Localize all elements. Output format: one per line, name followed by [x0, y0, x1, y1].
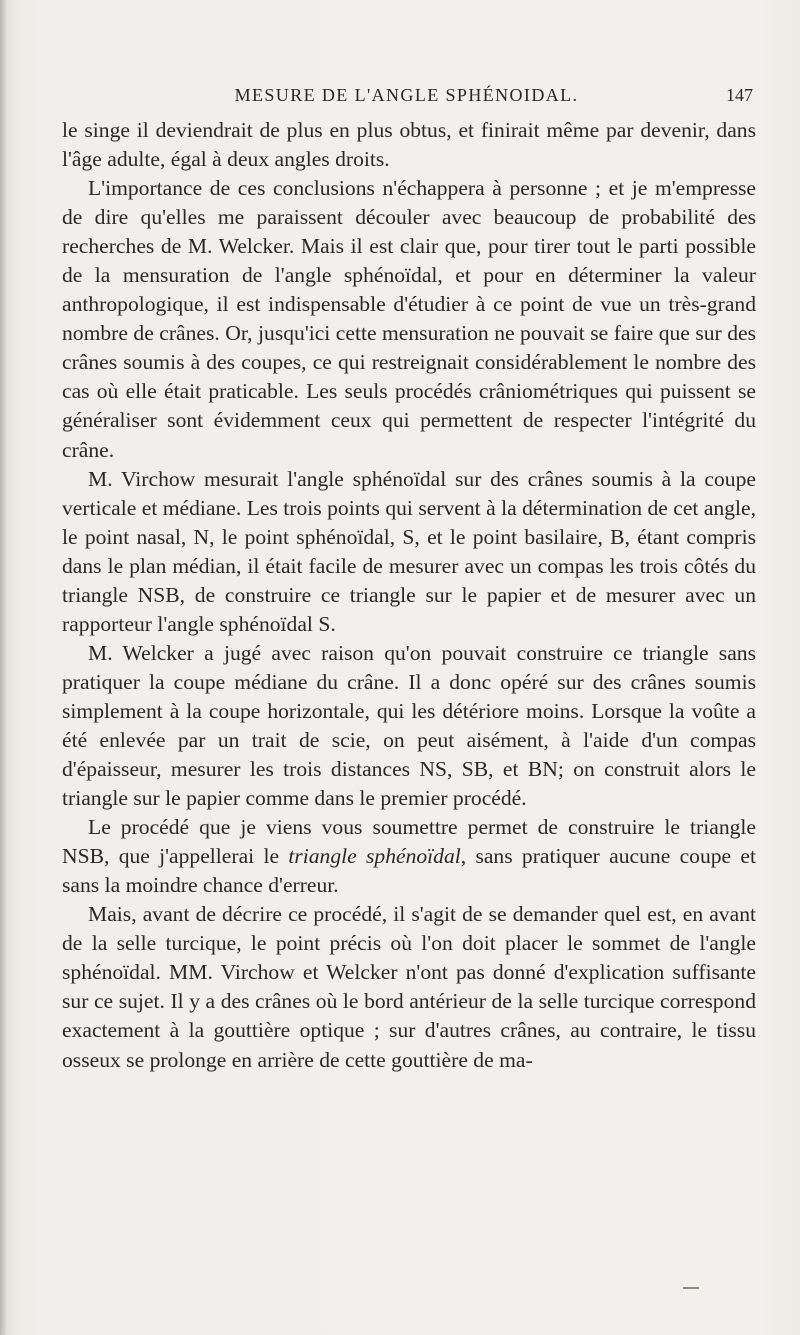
paragraph-4	[62, 639, 756, 813]
body-text	[62, 116, 756, 1075]
paragraph-5	[62, 813, 756, 900]
paragraph-text: Mais, avant de décrire ce procédé, il s'agit de se demander quel est, en avant de la selle turcique, le point précis où l'on doit placer le sommet de l'angle sphénoïdal. MM. Virchow et Welcker n'ont pas donné d'explication suffisante sur ce sujet. Il y a des crânes où le bord antérieur de la selle turcique correspond exactement à la gouttière optique ; sur d'autres crânes, au contraire, le tissu osseux se prolonge en arrière de cette gouttière de ma-	[62, 902, 756, 1072]
paragraph-text: Le procédé que je viens vous soumettre permet de construire le triangle NSB, que j'appellerai le	[62, 815, 756, 869]
running-title: MESURE DE L'ANGLE SPHÉNOIDAL.	[234, 85, 579, 105]
paragraph-1	[62, 116, 756, 174]
page-gutter-shadow	[0, 0, 6, 1335]
italic-term: triangle sphénoïdal	[288, 844, 461, 869]
paragraph-text: M. Virchow mesurait l'angle sphénoïdal sur des crânes soumis à la coupe verticale et médiane. Les trois points qui servent à la détermination de cet angle, le point nasal, N, le point sphénoïdal, S, et le point basilaire, B, étant compris dans le plan médian, il était facile de mesurer avec un compas les trois côtés du triangle NSB, de construire ce triangle sur le papier et de mesurer avec un rapporteur l'angle sphénoïdal S.	[62, 466, 756, 636]
paragraph-text: le singe il deviendrait de plus en plus obtus, et finirait même par devenir, dans l'âge adulte, égal à deux angles droits.	[62, 118, 756, 172]
stray-print-mark	[683, 1287, 699, 1289]
running-head	[60, 85, 753, 111]
paragraph-6	[62, 900, 756, 1074]
paragraph-3	[62, 465, 756, 639]
paragraph-text: M. Welcker a jugé avec raison qu'on pouvait construire ce triangle sans pratiquer la coupe médiane du crâne. Il a donc opéré sur des crânes soumis simplement à la coupe horizontale, qui les détériore moins. Lorsque la voûte a été enlevée par un trait de scie, on peut aisément, à l'aide d'un compas d'épaisseur, mesurer les trois distances NS, SB, et BN; on construit alors le triangle sur le papier comme dans le premier procédé.	[62, 640, 756, 811]
paragraph-text: , sans pratiquer aucune coupe et sans la moindre chance d'erreur.	[62, 844, 757, 898]
paragraph-2	[62, 174, 756, 464]
page-number: 147	[726, 85, 753, 105]
paragraph-text: L'importance de ces conclusions n'échappera à personne ; et je m'empresse de dire qu'elles me paraissent découler avec beaucoup de probabilité des recherches de M. Welcker. Mais il est clair que, pour tirer tout le parti possible de la mensuration de l'angle sphénoïdal, et pour en déterminer la valeur anthropologique, il est indispensable d'étudier à ce point de vue un très-grand nombre de crânes. Or, jusqu'ici cette mensuration ne pouvait se faire que sur des crânes soumis à des coupes, ce qui restreignait considérablement le nombre des cas où elle était praticable. Les seuls procédés crâniométriques qui puissent se généraliser sont évidemment ceux qui permettent de respecter l'intégrité du crâne.	[62, 176, 756, 462]
